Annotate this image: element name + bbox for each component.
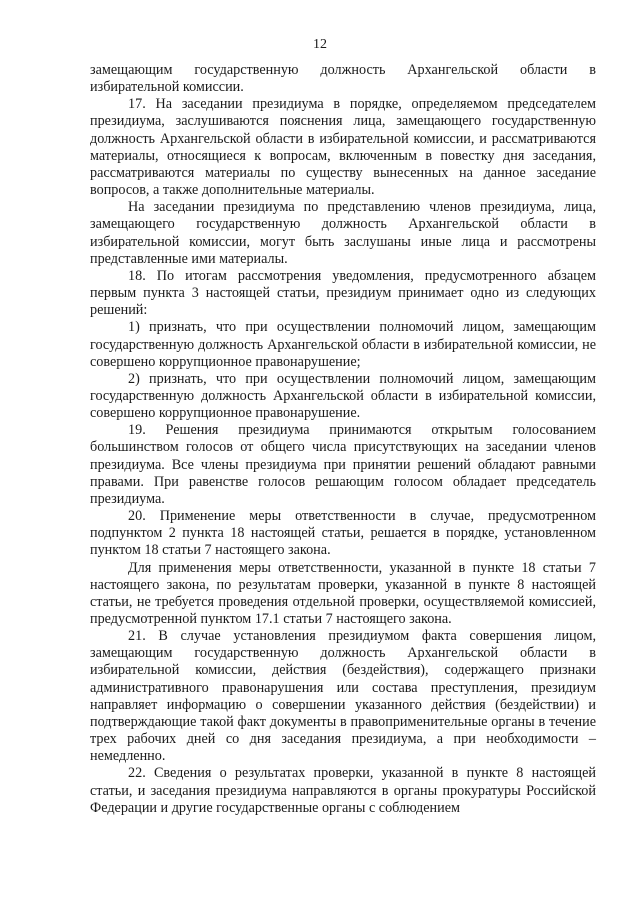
paragraph-item-22: 22. Сведения о результатах проверки, указанной в пункте 8 настоящей статьи, и заседания президиума направляются в органы прокуратуры Российской Федерации и другие государственные органы с соблюдением (90, 765, 596, 816)
paragraph-item-18-sub-1: 1) признать, что при осуществлении полномочий лицом, замещающим государственную должность Архангельской области в избирательной комиссии, не совершено коррупционное правонарушение; (90, 319, 596, 370)
paragraph-item-17: 17. На заседании президиума в порядке, определяемом председателем президиума, заслушиваются пояснения лица, замещающего государственную должность Архангельской области в избирательной комиссии, и рассматриваются материалы, относящиеся к вопросам, включенным в повестку дня заседания, рассматриваются материалы по существу вынесенных на данное заседание вопросов, а также дополнительные материалы. (90, 96, 596, 199)
paragraph-item-20: 20. Применение меры ответственности в случае, предусмотренном подпунктом 2 пункта 18 настоящей статьи, решается в порядке, установленном пунктом 18 статьи 7 настоящего закона. (90, 508, 596, 559)
paragraph-item-18: 18. По итогам рассмотрения уведомления, предусмотренного абзацем первым пункта 3 настоящей статьи, президиум принимает одно из следующих решений: (90, 267, 596, 319)
paragraph-item-19: 19. Решения президиума принимаются открытым голосованием большинством голосов от общего числа присутствующих на заседании членов президиума. Все члены президиума при принятии решений обладают равными правами. При равенстве голосов решающим голосом обладает председатель президиума. (90, 422, 596, 507)
paragraph-item-20-cont: Для применения меры ответственности, указанной в пункте 18 статьи 7 настоящего закона, по результатам проверки, указанной в пункте 8 настоящей статьи, не требуется проведения отдельной проверки, осуществляемой комиссией, предусмотренной пунктом 17.1 статьи 7 настоящего закона. (90, 559, 596, 627)
paragraph-continuation: замещающим государственную должность Архангельской области в избирательной комиссии. (90, 62, 596, 96)
paragraph-item-21: 21. В случае установления президиумом факта совершения лицом, замещающим государственную должность Архангельской области в избирательной комиссии, действия (бездействия), содержащего признаки административного правонарушения или состава преступления, президиум направляет информацию о совершении указанного действия (бездействии) и подтверждающие такой факт документы в правоприменительные органы в течение трех рабочих дней со дня заседания президиума, а при необходимости – немедленно. (90, 628, 596, 765)
paragraph-item-18-sub-2: 2) признать, что при осуществлении полномочий лицом, замещающим государственную должность Архангельской области в избирательной комиссии, совершено коррупционное правонарушение. (90, 370, 596, 422)
document-body (90, 62, 596, 817)
page-number: 12 (313, 37, 327, 52)
paragraph-item-17-cont: На заседании президиума по представлению членов президиума, лица, замещающего государственную должность Архангельской области в избирательной комиссии, могут быть заслушаны иные лица и рассмотрены представленные ими материалы. (90, 199, 596, 267)
